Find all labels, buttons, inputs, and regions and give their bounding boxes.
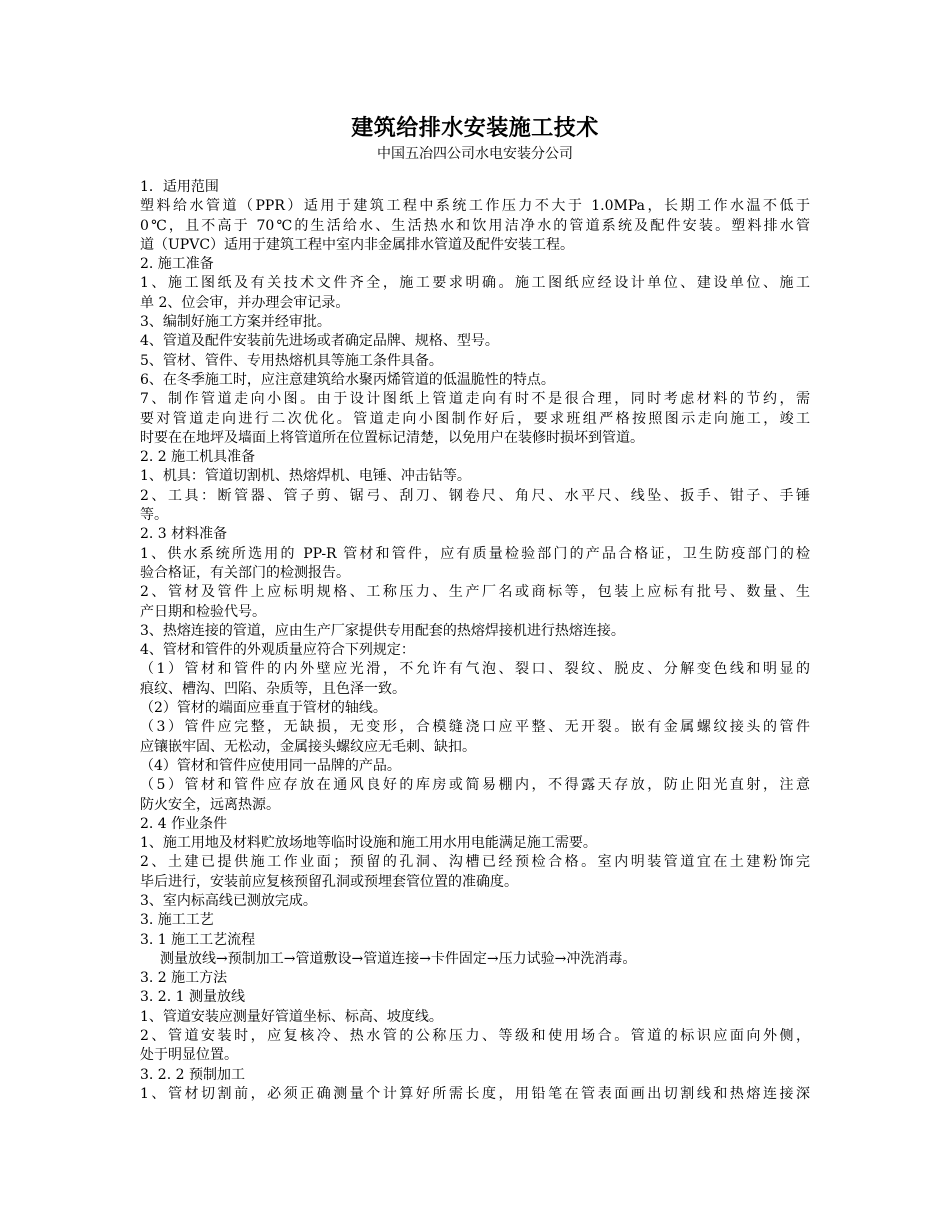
- text-line: 毕后进行，安装前应复核预留孔洞或预埋套管位置的准确度。: [140, 873, 518, 890]
- text-line: 道（UPVC）适用于建筑工程中室内非金属排水管道及配件安装工程。: [140, 236, 575, 253]
- text-line: 3、室内标高线已测放完成。: [140, 892, 317, 909]
- text-line: 2、管材及管件上应标明规格、工称压力、生产厂名或商标等，包装上应标有批号、数量、生: [140, 584, 810, 601]
- text-line: 4、管材和管件的外观质量应符合下列规定：: [140, 642, 415, 659]
- text-line: 3. 施工工艺: [140, 912, 214, 929]
- text-line: （1）管材和管件的内外壁应光滑，不允许有气泡、裂口、裂纹、脱皮、分解变色线和明显的: [140, 661, 810, 678]
- document-title: 建筑给排水安装施工技术: [351, 115, 599, 141]
- text-line: 3. 2 施工方法: [140, 970, 228, 987]
- text-line: 要对管道走向进行二次优化。管道走向小图制作好后，要求班组严格按照图示走向施工，竣工: [140, 410, 810, 427]
- text-line: 5、管材、管件、专用热熔机具等施工条件具备。: [140, 352, 443, 369]
- text-line: 2、管道安装时，应复核冷、热水管的公称压力、等级和使用场合。管道的标识应面向外侧，: [140, 1028, 810, 1045]
- text-line: 6、在冬季施工时，应注意建筑给水聚丙烯管道的低温脆性的特点。: [140, 371, 555, 388]
- text-line: 3. 1 施工工艺流程: [140, 931, 256, 948]
- text-line: 7、制作管道走向小图。由于设计图纸上管道走向有时不是很合理，同时考虑材料的节约，需: [140, 391, 810, 408]
- text-line: 1、施工图纸及有关技术文件齐全，施工要求明确。施工图纸应经设计单位、建设单位、施工: [140, 275, 810, 292]
- text-line: （2）管材的端面应垂直于管材的轴线。: [140, 700, 387, 717]
- text-line: 应镶嵌牢固、无松动，金属接头螺纹应无毛刺、缺扣。: [140, 738, 476, 755]
- text-line: 时要在在地坪及墙面上将管道所在位置标记清楚，以免用户在装修时损坏到管道。: [140, 429, 644, 446]
- text-line: 1、管材切割前，必须正确测量个计算好所需长度，用铅笔在管表面画出切割线和热熔连接深: [140, 1085, 810, 1102]
- text-line: 3. 2. 1 测量放线: [140, 989, 245, 1006]
- text-line: 1．适用范围: [140, 179, 219, 195]
- text-line: 3、热熔连接的管道，应由生产厂家提供专用配套的热熔焊接机进行热熔连接。: [140, 622, 625, 639]
- text-line: 1、供水系统所选用的 PP-R 管材和管件，应有质量检验部门的产品合格证，卫生防疫部门的检: [140, 545, 810, 562]
- text-line: 2. 施工准备: [140, 256, 214, 273]
- text-line: 2. 2 施工机具准备: [140, 449, 256, 466]
- text-line: 1、施工用地及材料贮放场地等临时设施和施工用水用电能满足施工需要。: [140, 835, 597, 852]
- document-page: [140, 112, 810, 1104]
- text-line: （5）管材和管件应存放在通风良好的库房或简易棚内，不得露天存放，防止阳光直射，注意: [140, 777, 810, 794]
- text-line: 防火安全，远离热源。: [140, 796, 280, 813]
- text-line: 塑料给水管道（PPR）适用于建筑工程中系统工作压力不大于 1.0MPa，长期工作水温不低于: [140, 198, 810, 215]
- text-line: 2. 4 作业条件: [140, 815, 228, 832]
- text-line: 3、编制好施工方案并经审批。: [140, 314, 331, 331]
- text-line: 2. 3 材料准备: [140, 526, 228, 543]
- text-line: 验合格证，有关部门的检测报告。: [140, 564, 350, 581]
- text-line: 测量放线→预制加工→管道敷设→管道连接→卡件固定→压力试验→冲洗消毒。: [160, 950, 637, 967]
- text-line: （4）管材和管件应使用同一品牌的产品。: [140, 757, 401, 774]
- text-line: 产日期和检验代号。: [140, 603, 266, 620]
- text-line: 0℃，且不高于 70℃的生活给水、生活热水和饮用洁净水的管道系统及配件安装。塑料排水管: [140, 217, 810, 234]
- text-line: 处于明显位置。: [140, 1047, 238, 1064]
- text-line: 等。: [140, 507, 168, 524]
- text-line: 3. 2. 2 预制加工: [140, 1066, 245, 1083]
- text-line: 2、土建已提供施工作业面；预留的孔洞、沟槽已经预检合格。室内明装管道宜在土建粉饰完: [140, 854, 810, 871]
- text-line: （3）管件应完整，无缺损，无变形，合模缝浇口应平整、无开裂。嵌有金属螺纹接头的管件: [140, 719, 810, 736]
- text-line: 单 2、位会审，并办理会审记录。: [140, 294, 350, 311]
- text-line: 1、机具：管道切割机、热熔焊机、电锤、冲击钻等。: [140, 468, 471, 485]
- text-line: 1、管道安装应测量好管道坐标、标高、坡度线。: [140, 1008, 443, 1025]
- document-body: [140, 178, 810, 1104]
- text-line: 2、工具：断管器、管子剪、锯弓、刮刀、钢卷尺、角尺、水平尺、线坠、扳手、钳子、手锤: [140, 487, 810, 504]
- text-line: 4、管道及配件安装前先进场或者确定品牌、规格、型号。: [140, 333, 499, 350]
- text-line: 痕纹、槽沟、凹陷、杂质等，且色泽一致。: [140, 680, 406, 697]
- document-subtitle: 中国五冶四公司水电安装分公司: [377, 146, 573, 162]
